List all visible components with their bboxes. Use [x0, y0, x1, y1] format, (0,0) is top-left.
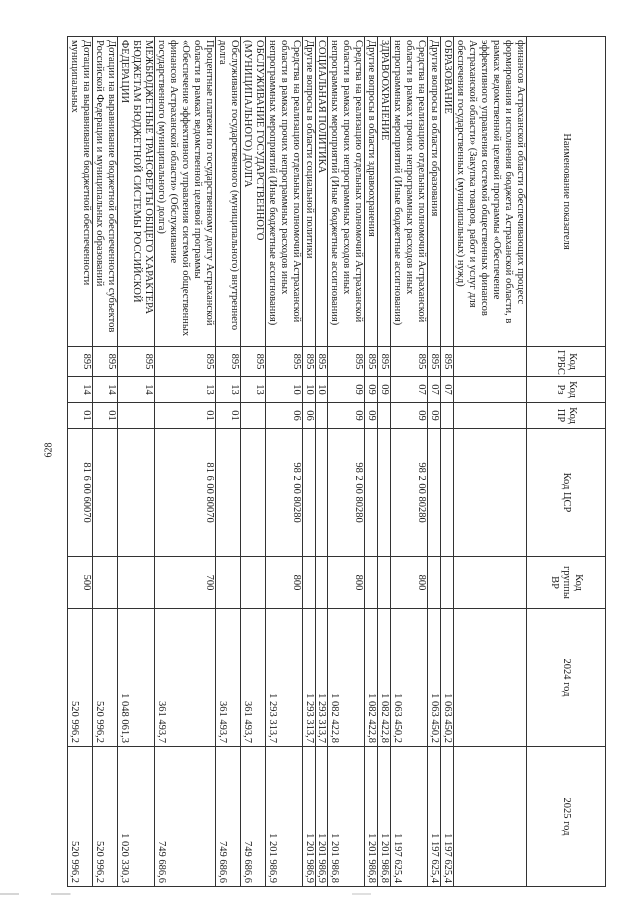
cell-y2024: 1 293 313,7	[265, 609, 302, 747]
cell-pr: 09	[391, 403, 428, 429]
cell-y2024: 1 082 422,8	[365, 609, 378, 747]
budget-table	[67, 36, 606, 887]
cell-y2025: 1 201 986,9	[302, 747, 315, 887]
cell-name: Средства на реализацию отдельных полномочий Астраханской области в рамках прочих непрограммных расходов иных непрограммных мероприятий (Иные бюджетные ассигнования)	[391, 37, 428, 347]
cell-rz: 09	[378, 377, 391, 403]
cell-grbs: 895	[328, 347, 365, 377]
cell-csr: 98 2 00 80280	[265, 429, 302, 557]
table-row	[315, 37, 328, 887]
cell-grbs: 895	[441, 347, 454, 377]
header-row	[527, 37, 606, 887]
cell-y2025: 520 996,2	[68, 747, 93, 887]
cell-y2025: 1 020 330,3	[118, 747, 155, 887]
header-csr: Код ЦСР	[527, 429, 606, 557]
cell-pr: 01	[93, 403, 118, 429]
cell-y2025	[454, 747, 527, 887]
cell-vr	[240, 557, 265, 609]
cell-pr: 01	[68, 403, 93, 429]
cell-y2025: 1 197 625,4	[391, 747, 428, 887]
table-row	[391, 37, 428, 887]
cell-pr	[315, 403, 328, 429]
cell-grbs	[454, 347, 527, 377]
cell-vr: 800	[265, 557, 302, 609]
cell-pr	[454, 403, 527, 429]
cell-vr	[118, 557, 155, 609]
cell-vr: 500	[68, 557, 93, 609]
cell-pr: 06	[265, 403, 302, 429]
cell-y2025: 1 201 986,8	[328, 747, 365, 887]
cell-rz: 14	[118, 377, 155, 403]
header-2025: 2025 год	[527, 747, 606, 887]
cell-name: ОБРАЗОВАНИЕ	[441, 37, 454, 347]
cell-csr	[118, 429, 155, 557]
cell-vr	[428, 557, 441, 609]
cell-vr	[365, 557, 378, 609]
cell-csr	[441, 429, 454, 557]
cell-grbs: 895	[365, 347, 378, 377]
cell-y2025: 1 197 625,4	[428, 747, 441, 887]
cell-pr: 09	[428, 403, 441, 429]
cell-pr	[378, 403, 391, 429]
cell-grbs: 895	[68, 347, 93, 377]
cell-csr	[315, 429, 328, 557]
cell-rz: 09	[365, 377, 378, 403]
cell-y2025: 1 201 986,8	[378, 747, 391, 887]
cell-y2025: 1 201 986,9	[265, 747, 302, 887]
cell-y2024: 361 493,7	[154, 609, 215, 747]
cell-grbs: 895	[154, 347, 215, 377]
cell-y2024: 1 082 422,8	[328, 609, 365, 747]
cell-grbs: 895	[428, 347, 441, 377]
table-row	[454, 37, 527, 887]
cell-y2024: 361 493,7	[240, 609, 265, 747]
cell-name: Дотации на выравнивание бюджетной обеспеченности муниципальных	[68, 37, 93, 347]
cell-rz: 09	[328, 377, 365, 403]
cell-grbs: 895	[265, 347, 302, 377]
cell-pr	[240, 403, 265, 429]
cell-name: финансов Астраханской области обеспечивающих процесс формирования и исполнения бюджета Астраханской области, в рамках ведомственной целевой программы «Обеспечение эффективного управления системой общественных финансов Астраханской области» (Закупка товаров, работ и услуг для обеспечения государственных (муниципальных) нужд)	[454, 37, 527, 347]
cell-name: Дотации на выравнивание бюджетной обеспеченности субъектов Российской Федерации и муниципальных образований	[93, 37, 118, 347]
table-row	[365, 37, 378, 887]
table-row	[215, 37, 240, 887]
table-row	[428, 37, 441, 887]
scan-edge	[0, 893, 640, 895]
table-body	[68, 37, 527, 887]
cell-rz: 13	[215, 377, 240, 403]
cell-name: Обслуживание государственного (муниципального) внутреннего долга	[215, 37, 240, 347]
cell-pr: 01	[215, 403, 240, 429]
cell-y2025: 1 201 986,9	[315, 747, 328, 887]
cell-vr	[378, 557, 391, 609]
table-row	[441, 37, 454, 887]
rotated-page	[60, 36, 606, 886]
cell-rz: 07	[428, 377, 441, 403]
cell-rz: 13	[154, 377, 215, 403]
cell-y2024	[454, 609, 527, 747]
cell-rz: 07	[391, 377, 428, 403]
cell-vr	[441, 557, 454, 609]
table-row	[118, 37, 155, 887]
cell-csr	[378, 429, 391, 557]
cell-csr	[454, 429, 527, 557]
cell-name: МЕЖБЮДЖЕТНЫЕ ТРАНСФЕРТЫ ОБЩЕГО ХАРАКТЕРА БЮДЖЕТАМ БЮДЖЕТНОЙ СИСТЕМЫ РОССИЙСКОЙ ФЕДЕРАЦИИ	[118, 37, 155, 347]
cell-vr	[215, 557, 240, 609]
cell-rz: 10	[265, 377, 302, 403]
cell-vr: 800	[391, 557, 428, 609]
cell-name: Средства на реализацию отдельных полномочий Астраханской области в рамках прочих непрограммных расходов иных непрограммных мероприятий (Иные бюджетные ассигнования)	[328, 37, 365, 347]
cell-y2024: 1 293 313,7	[302, 609, 315, 747]
cell-pr: 01	[154, 403, 215, 429]
cell-y2024: 520 996,2	[93, 609, 118, 747]
cell-csr	[302, 429, 315, 557]
cell-csr: 81 6 00 60070	[68, 429, 93, 557]
cell-grbs: 895	[302, 347, 315, 377]
table-row	[328, 37, 365, 887]
cell-pr: 06	[302, 403, 315, 429]
cell-name: Другие вопросы в области здравоохранения	[365, 37, 378, 347]
cell-csr	[365, 429, 378, 557]
cell-vr	[315, 557, 328, 609]
cell-grbs: 895	[215, 347, 240, 377]
cell-grbs: 895	[391, 347, 428, 377]
cell-grbs: 895	[93, 347, 118, 377]
cell-name: ЗДРАВООХРАНЕНИЕ	[378, 37, 391, 347]
cell-csr	[215, 429, 240, 557]
cell-pr	[118, 403, 155, 429]
cell-csr: 98 2 00 80280	[328, 429, 365, 557]
cell-y2025: 749 686,6	[154, 747, 215, 887]
header-2024: 2024 год	[527, 609, 606, 747]
cell-name: Процентные платежи по государственному долгу Астраханской области в рамках ведомственной целевой программы «Обеспечение эффективного управления системой общественных финансов Астраханской области» (Обслуживание государственного (муниципального) долга)	[154, 37, 215, 347]
cell-rz	[454, 377, 527, 403]
cell-grbs: 895	[378, 347, 391, 377]
cell-y2024: 520 996,2	[68, 609, 93, 747]
cell-y2025: 1 201 986,8	[365, 747, 378, 887]
cell-rz: 13	[240, 377, 265, 403]
cell-y2024: 1 082 422,8	[378, 609, 391, 747]
cell-csr	[240, 429, 265, 557]
cell-y2024: 1 063 450,2	[391, 609, 428, 747]
cell-name: ОБСЛУЖИВАНИЕ ГОСУДАРСТВЕННОГО (МУНИЦИПАЛЬНОГО) ДОЛГА	[240, 37, 265, 347]
cell-pr	[441, 403, 454, 429]
cell-y2024: 1 063 450,2	[428, 609, 441, 747]
table-row	[93, 37, 118, 887]
table-row	[154, 37, 215, 887]
table-row	[240, 37, 265, 887]
table-row	[68, 37, 93, 887]
cell-rz: 14	[93, 377, 118, 403]
cell-y2024: 361 493,7	[215, 609, 240, 747]
cell-y2024: 1 048 061,3	[118, 609, 155, 747]
cell-vr	[454, 557, 527, 609]
cell-y2025: 749 686,6	[240, 747, 265, 887]
cell-y2025: 1 197 625,4	[441, 747, 454, 887]
cell-grbs: 895	[118, 347, 155, 377]
cell-grbs: 895	[240, 347, 265, 377]
cell-vr	[93, 557, 118, 609]
header-pr: Код ПР	[527, 403, 606, 429]
cell-grbs: 895	[315, 347, 328, 377]
header-grbs: Код ГРБС	[527, 347, 606, 377]
page-number: 628	[43, 442, 55, 458]
header-name: Наименование показателя	[527, 37, 606, 347]
table-row	[378, 37, 391, 887]
cell-y2025: 749 686,6	[215, 747, 240, 887]
cell-rz: 10	[302, 377, 315, 403]
cell-name: Средства на реализацию отдельных полномочий Астраханской области в рамках прочих непрограммных расходов иных непрограммных мероприятий (Иные бюджетные ассигнования)	[265, 37, 302, 347]
cell-vr: 700	[154, 557, 215, 609]
table-row	[302, 37, 315, 887]
cell-csr	[428, 429, 441, 557]
cell-rz: 10	[315, 377, 328, 403]
cell-name: СОЦИАЛЬНАЯ ПОЛИТИКА	[315, 37, 328, 347]
cell-pr: 09	[365, 403, 378, 429]
cell-pr: 09	[328, 403, 365, 429]
cell-y2025: 520 996,2	[93, 747, 118, 887]
cell-y2024: 1 063 450,2	[441, 609, 454, 747]
cell-csr: 81 6 00 80070	[154, 429, 215, 557]
cell-vr: 800	[328, 557, 365, 609]
header-vr: Код группы ВР	[527, 557, 606, 609]
header-rz: Код Рз	[527, 377, 606, 403]
cell-vr	[302, 557, 315, 609]
cell-csr: 98 2 00 80280	[391, 429, 428, 557]
cell-rz: 14	[68, 377, 93, 403]
cell-y2024: 1 293 313,7	[315, 609, 328, 747]
table-row	[265, 37, 302, 887]
cell-name: Другие вопросы в области образования	[428, 37, 441, 347]
cell-rz: 07	[441, 377, 454, 403]
cell-csr	[93, 429, 118, 557]
cell-name: Другие вопросы в области социальной политики	[302, 37, 315, 347]
